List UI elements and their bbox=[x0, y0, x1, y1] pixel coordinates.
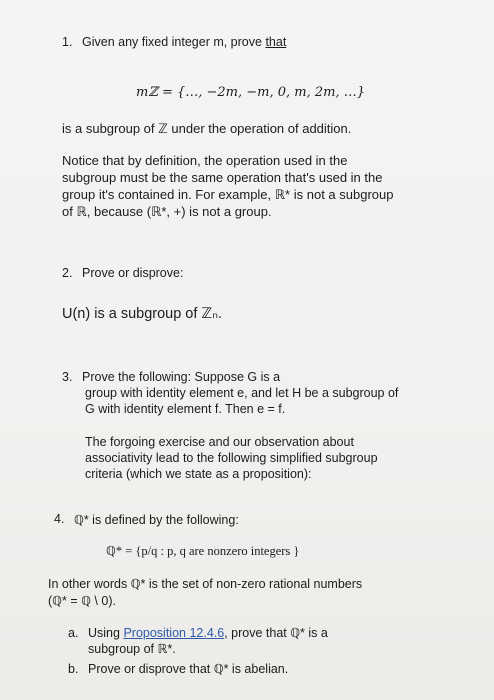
q4-part-a-label: a. bbox=[68, 626, 79, 640]
q4-part-b-label: b. bbox=[68, 662, 79, 676]
q1-lead bbox=[82, 35, 286, 49]
q4-part-a-post: , prove that ℚ* is a bbox=[224, 626, 328, 640]
q4-words-line-2: (ℚ* = ℚ \ 0). bbox=[48, 594, 116, 608]
q4-title: ℚ* is defined by the following: bbox=[74, 513, 239, 527]
q1-lead-underlined: that bbox=[265, 35, 287, 49]
q3-followup-line-1: The forgoing exercise and our observation about bbox=[85, 435, 354, 449]
q1-lead-text: Given any fixed integer m, prove bbox=[82, 35, 266, 49]
q4-words-line-1: In other words ℚ* is the set of non-zero rational numbers bbox=[48, 577, 363, 591]
q4-part-b-text: Prove or disprove that ℚ* is abelian. bbox=[88, 662, 289, 676]
q1-conclusion: is a subgroup of ℤ under the operation of addition. bbox=[62, 121, 352, 136]
q4-part-a-line-2: subgroup of ℝ*. bbox=[88, 642, 176, 656]
q1-notice-line-3: group it's contained in. For example, ℝ* is not a subgroup bbox=[62, 187, 394, 202]
q1-formula: mℤ = {…, −2m, −m, 0, m, 2m, …} bbox=[136, 85, 366, 100]
q4-number: 4. bbox=[54, 512, 65, 526]
q3-line-2: group with identity element e, and let H be a subgroup of bbox=[85, 386, 399, 400]
q4-part-a-line-1 bbox=[88, 625, 328, 641]
q3-followup-line-2: associativity lead to the following simplified subgroup bbox=[85, 451, 378, 465]
q3-followup-line-3: criteria (which we state as a proposition): bbox=[85, 467, 312, 481]
q3-number: 3. bbox=[62, 370, 73, 384]
q3-line-3: G with identity element f. Then e = f. bbox=[85, 402, 286, 416]
q1-notice-line-2: subgroup must be the same operation that's used in the bbox=[62, 170, 383, 185]
q2-title: Prove or disprove: bbox=[82, 266, 184, 280]
q4-formula: ℚ* = {p/q : p, q are nonzero integers } bbox=[106, 544, 300, 558]
q2-number: 2. bbox=[62, 266, 73, 280]
q3-line-1: Prove the following: Suppose G is a bbox=[82, 370, 281, 384]
q1-notice-line-4: of ℝ, because (ℝ*, +) is not a group. bbox=[62, 204, 272, 219]
q1-notice-line-1: Notice that by definition, the operation used in the bbox=[62, 153, 348, 168]
q4-part-a-pre: Using bbox=[88, 626, 124, 640]
q1-number: 1. bbox=[62, 35, 73, 49]
q2-statement: U(n) is a subgroup of ℤₙ. bbox=[62, 306, 223, 322]
proposition-link[interactable]: Proposition 12.4.6 bbox=[123, 626, 225, 640]
